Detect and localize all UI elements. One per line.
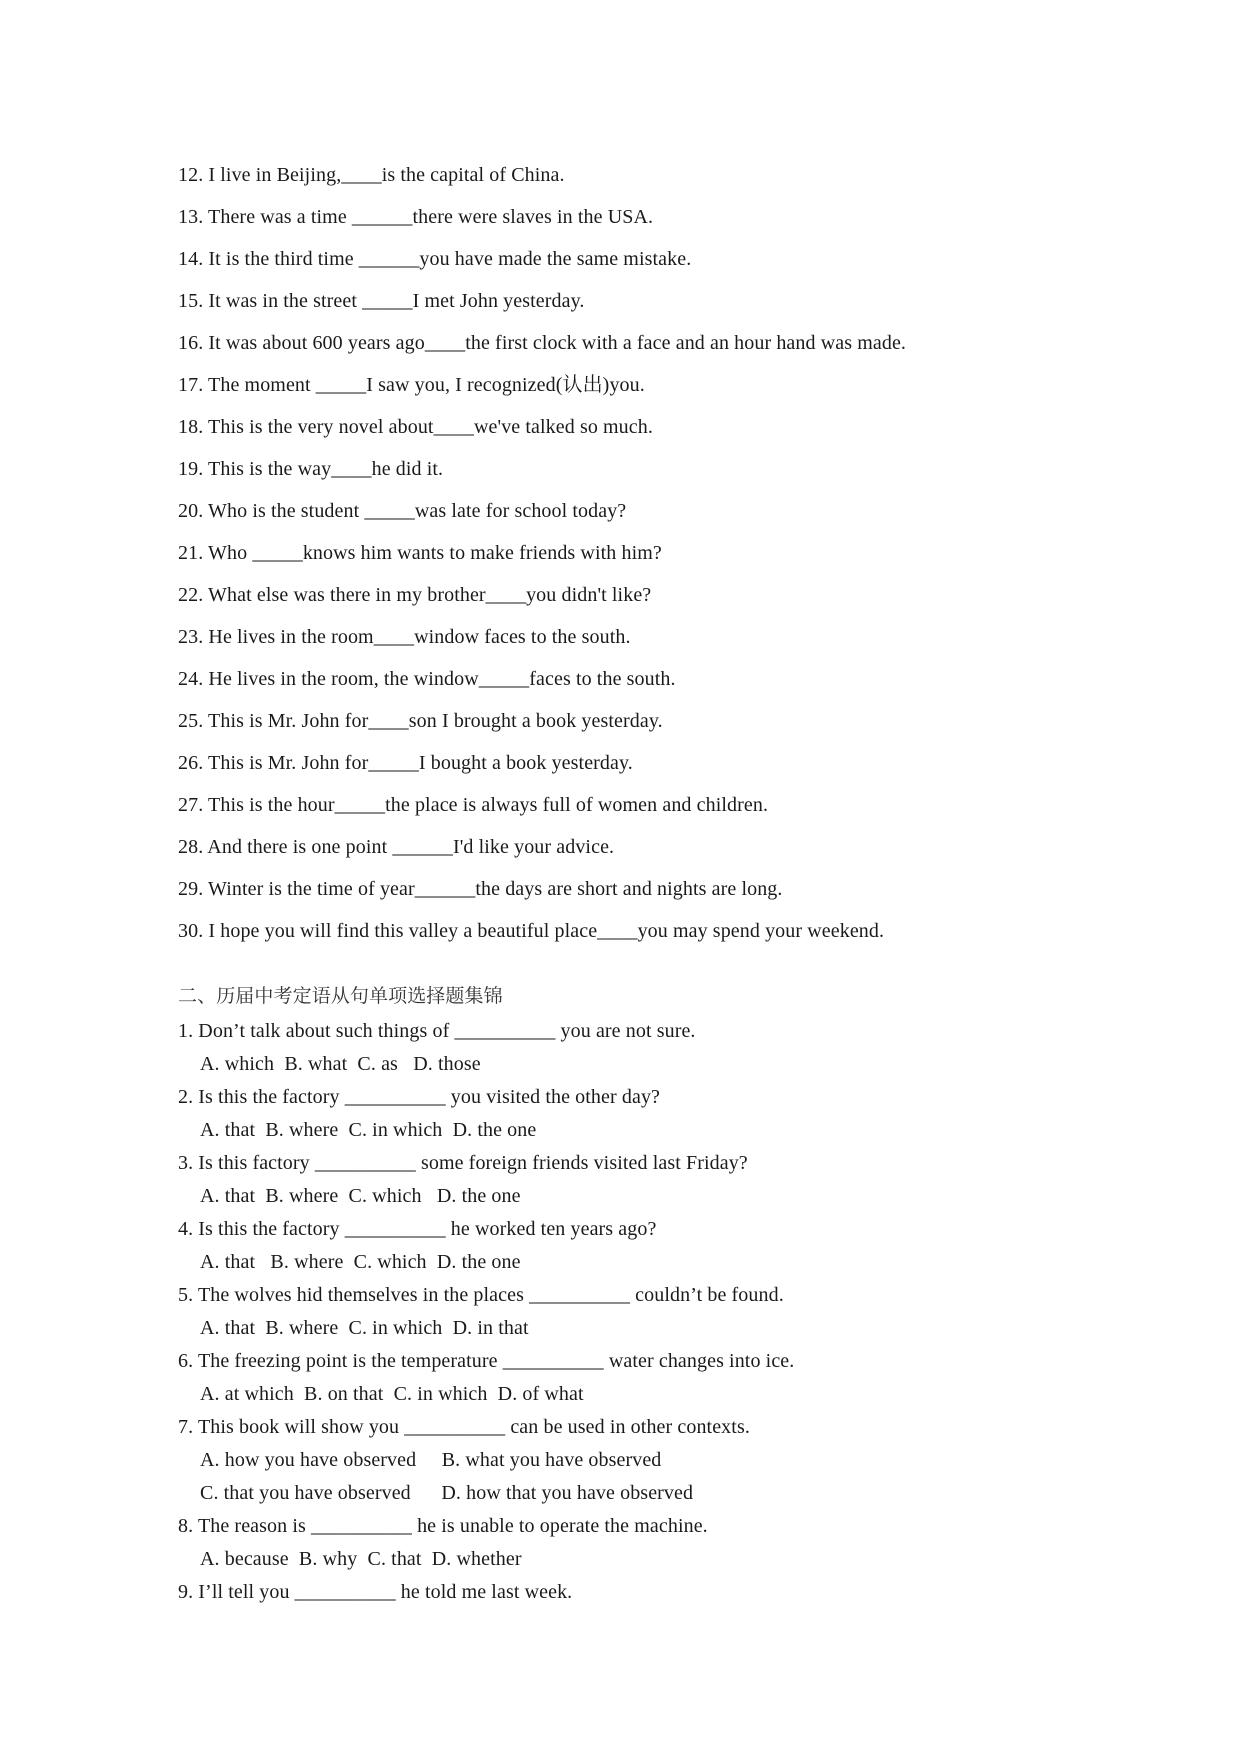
mc-options-7a: A. how you have observed B. what you have observed xyxy=(200,1449,662,1471)
question-28: 28. And there is one point ______I'd like your advice. xyxy=(178,836,615,858)
mc-options-1: A. which B. what C. as D. those xyxy=(200,1053,481,1075)
question-20: 20. Who is the student _____was late for school today? xyxy=(178,500,627,522)
section-heading: 二、历届中考定语从句单项选择题集锦 xyxy=(178,985,503,1007)
mc-question-6: 6. The freezing point is the temperature __________ water changes into ice. xyxy=(178,1350,795,1372)
question-14: 14. It is the third time ______you have made the same mistake. xyxy=(178,248,692,270)
mc-question-1: 1. Don’t talk about such things of __________ you are not sure. xyxy=(178,1020,696,1042)
mc-options-7b: C. that you have observed D. how that you have observed xyxy=(200,1482,694,1504)
mc-question-9: 9. I’ll tell you __________ he told me last week. xyxy=(178,1581,573,1603)
question-16: 16. It was about 600 years ago____the first clock with a face and an hour hand was made. xyxy=(178,332,907,354)
mc-options-3: A. that B. where C. which D. the one xyxy=(200,1185,521,1207)
question-18: 18. This is the very novel about____we've talked so much. xyxy=(178,416,653,438)
question-21: 21. Who _____knows him wants to make friends with him? xyxy=(178,542,662,564)
mc-question-3: 3. Is this factory __________ some foreign friends visited last Friday? xyxy=(178,1152,748,1174)
mc-question-8: 8. The reason is __________ he is unable to operate the machine. xyxy=(178,1515,708,1537)
question-23: 23. He lives in the room____window faces to the south. xyxy=(178,626,631,648)
question-29: 29. Winter is the time of year______the days are short and nights are long. xyxy=(178,878,783,900)
question-30: 30. I hope you will find this valley a beautiful place____you may spend your weekend. xyxy=(178,920,885,942)
question-26: 26. This is Mr. John for_____I bought a book yesterday. xyxy=(178,752,633,774)
mc-question-5: 5. The wolves hid themselves in the places __________ couldn’t be found. xyxy=(178,1284,784,1306)
question-19: 19. This is the way____he did it. xyxy=(178,458,444,480)
question-17: 17. The moment _____I saw you, I recognized(认出)you. xyxy=(178,374,645,396)
mc-options-5: A. that B. where C. in which D. in that xyxy=(200,1317,529,1339)
question-13: 13. There was a time ______there were slaves in the USA. xyxy=(178,206,654,228)
mc-question-2: 2. Is this the factory __________ you visited the other day? xyxy=(178,1086,661,1108)
mc-options-6: A. at which B. on that C. in which D. of what xyxy=(200,1383,584,1405)
mc-options-8: A. because B. why C. that D. whether xyxy=(200,1548,522,1570)
question-15: 15. It was in the street _____I met John yesterday. xyxy=(178,290,585,312)
question-22: 22. What else was there in my brother____you didn't like? xyxy=(178,584,652,606)
mc-options-2: A. that B. where C. in which D. the one xyxy=(200,1119,537,1141)
mc-question-4: 4. Is this the factory __________ he worked ten years ago? xyxy=(178,1218,657,1240)
question-12: 12. I live in Beijing,____is the capital of China. xyxy=(178,164,565,186)
mc-options-4: A. that B. where C. which D. the one xyxy=(200,1251,521,1273)
question-27: 27. This is the hour_____the place is always full of women and children. xyxy=(178,794,769,816)
question-25: 25. This is Mr. John for____son I brought a book yesterday. xyxy=(178,710,663,732)
question-24: 24. He lives in the room, the window_____faces to the south. xyxy=(178,668,676,690)
mc-question-7: 7. This book will show you __________ can be used in other contexts. xyxy=(178,1416,750,1438)
